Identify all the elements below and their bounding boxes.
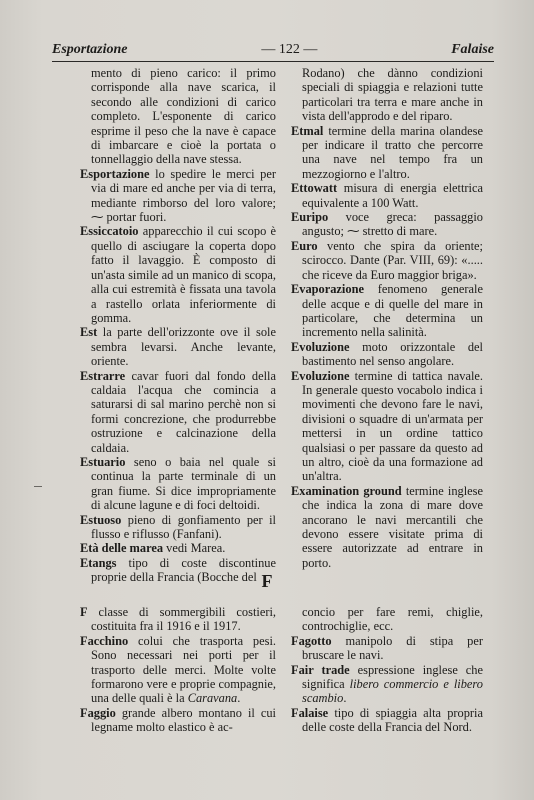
dictionary-entry <box>291 484 483 570</box>
dictionary-entry <box>80 513 276 542</box>
entry-term: Examination ground <box>291 483 402 498</box>
entry-text: Rodano) che dànno condizioni speciali di spiaggia e relazioni tutte particolari tra terra e mare anche in vista dell'approdo e del riparo. <box>302 66 483 124</box>
entry-term: Faggio <box>80 705 116 720</box>
entry-text: mento di pieno carico: il primo corrisponde alla nave scarica, il secondo alle condizioni di carico completo. L'esponente di carico esprime il peso che la nave è capace di imbarcare e cioè la portata o tonnellaggio della nave stessa. <box>91 66 276 167</box>
entry-definition: classe di sommergibili costieri, costituita fra il 1916 e il 1917. <box>87 605 276 634</box>
entry-term: Etangs <box>80 555 117 570</box>
dictionary-entry <box>291 340 483 369</box>
entry-italic: libero commercio e libero scambio <box>302 677 483 706</box>
header-right-guide-word: Falaise <box>451 42 494 57</box>
margin-mark <box>34 486 42 487</box>
entry-definition: manipolo di stipa per bruscare le navi. <box>302 633 483 663</box>
entry-definition: tipo di spiaggia alta propria delle coste della Francia del Nord. <box>302 705 483 735</box>
header-left-guide-word: Esportazione <box>52 42 128 57</box>
dictionary-entry <box>291 663 483 706</box>
entry-term: Evoluzione <box>291 339 350 354</box>
dictionary-entry <box>80 706 276 735</box>
dictionary-entry <box>80 605 276 634</box>
entry-term: Est <box>80 325 98 340</box>
dictionary-entry <box>80 369 276 455</box>
dictionary-entry <box>291 124 483 182</box>
entry-definition: grande albero montano il cui legname molto elastico è ac- <box>91 705 276 735</box>
entry-continuation <box>291 605 483 634</box>
entry-term: Etmal <box>291 123 324 138</box>
header-rule <box>52 61 494 62</box>
entry-continuation <box>80 66 276 167</box>
entry-term: Euripo <box>291 210 329 225</box>
entry-definition: termine di tattica navale. In generale questo vocabolo indica i movimenti che devono fare le navi, divisioni o squadre di un'armata per mettersi in un ordine tattico qualsiasi o per passare da questo ad un altro, cioè da una formazione ad un'altra. <box>302 368 483 484</box>
entry-definition: seno o baia nel quale si continua la parte terminale di un gran fiume. Si dice impropriamente di alcune lagune e di foci deltoidi. <box>91 454 276 513</box>
dictionary-entry <box>291 210 483 239</box>
page-number: — 122 — <box>261 42 318 57</box>
dictionary-entry <box>291 634 483 663</box>
column-left-bottom <box>80 605 276 735</box>
entry-term: Estuario <box>80 454 126 469</box>
entry-definition: moto orizzontale del bastimento nel senso angolare. <box>302 339 483 369</box>
entry-italic: Caravana <box>187 691 238 706</box>
entry-term: Estrarre <box>80 368 126 383</box>
dictionary-entry <box>291 369 483 484</box>
section-letter: F <box>261 571 273 591</box>
page-header <box>52 42 494 58</box>
dictionary-entry <box>291 239 483 282</box>
entry-tail: . <box>237 691 241 706</box>
dictionary-entry <box>291 181 483 210</box>
dictionary-entry <box>80 167 276 225</box>
dictionary-entry <box>291 706 483 735</box>
column-left-top <box>80 66 276 585</box>
column-right-top <box>291 66 483 570</box>
entry-definition: termine inglese che indica la zona di mare dove ancorano le navi mercantili che devono essere visitate prima di essere autorizzate ad entrare in porto. <box>302 483 483 570</box>
column-right-bottom <box>291 605 483 735</box>
entry-term: Ettowatt <box>291 181 338 196</box>
entry-term: Fair trade <box>291 662 350 677</box>
entry-definition: misura di energia elettrica equivalente a 100 Watt. <box>302 181 483 210</box>
entry-definition: espressione inglese che significa <box>302 662 483 692</box>
dictionary-entry <box>80 634 276 706</box>
entry-term: Età delle marea <box>80 541 164 556</box>
entry-term: Estuoso <box>80 512 122 527</box>
entry-term: Essiccatoio <box>80 224 139 239</box>
entry-definition: apparecchio il cui scopo è quello di asciugare la coperta dopo fatto il lavaggio. È composto di un'asta simile ad un manico di scopa, alla cui estremità è fissata una tavola a rastello orlata inferiormente di gomma. <box>91 224 276 325</box>
entry-term: Facchino <box>80 633 129 648</box>
entry-term: Falaise <box>291 705 329 720</box>
dictionary-entry <box>80 325 276 368</box>
entry-definition: colui che trasporta pesi. Sono necessari nei porti per il trasporto delle merci. Molte volte formarono vere e proprie compagnie, una delle quali è la <box>91 633 276 706</box>
entry-definition: pieno di gonfiamento per il flusso e riflusso (Fanfani). <box>91 512 276 541</box>
entry-term: Evoluzione <box>291 368 350 383</box>
entry-definition: voce greca: passaggio angusto; ⁓ stretto di mare. <box>302 210 483 239</box>
entry-definition: vedi Marea. <box>163 541 226 556</box>
dictionary-entry <box>80 224 276 325</box>
dictionary-entry <box>80 455 276 513</box>
entry-term: F <box>80 605 88 619</box>
entry-tail: . <box>343 691 347 706</box>
entry-term: Esportazione <box>80 166 150 181</box>
entry-term: Evaporazione <box>291 282 364 297</box>
entry-definition: vento che spira da oriente; scirocco. Dante (Par. VIII, 69): «..... che riceve da Euro maggior briga». <box>302 238 483 282</box>
entry-definition: cavar fuori dal fondo della caldaia l'acqua che comincia a saturarsi di sal marino perchè non si formi concrezione, che produrrebbe ostruzione e calcinazione della caldaia. <box>91 368 276 455</box>
entry-definition: fenomeno generale delle acque e di quelle del mare in particolare, che determina un incremento nella salinità. <box>302 282 483 340</box>
entry-continuation <box>291 66 483 124</box>
dictionary-entry <box>80 541 276 555</box>
entry-definition: lo spedire le merci per via di mare ed anche per via di terra, mediante rimborso del loro valore; ⁓ portar fuori. <box>91 166 276 225</box>
entry-term: Euro <box>291 238 318 253</box>
entry-definition: la parte dell'orizzonte ove il sole sembra levarsi. Anche levante, oriente. <box>91 325 276 369</box>
entry-definition: termine della marina olandese per indicare il tratto che percorre una nave nel tempo fra un mezzogiorno e l'altro. <box>302 123 483 181</box>
entry-term: Fagotto <box>291 633 332 648</box>
entry-definition: tipo di coste discontinue proprie della Francia (Bocche del <box>91 555 276 585</box>
dictionary-entry <box>291 282 483 340</box>
entry-text: concio per fare remi, chiglie, controchiglie, ecc. <box>302 605 483 634</box>
